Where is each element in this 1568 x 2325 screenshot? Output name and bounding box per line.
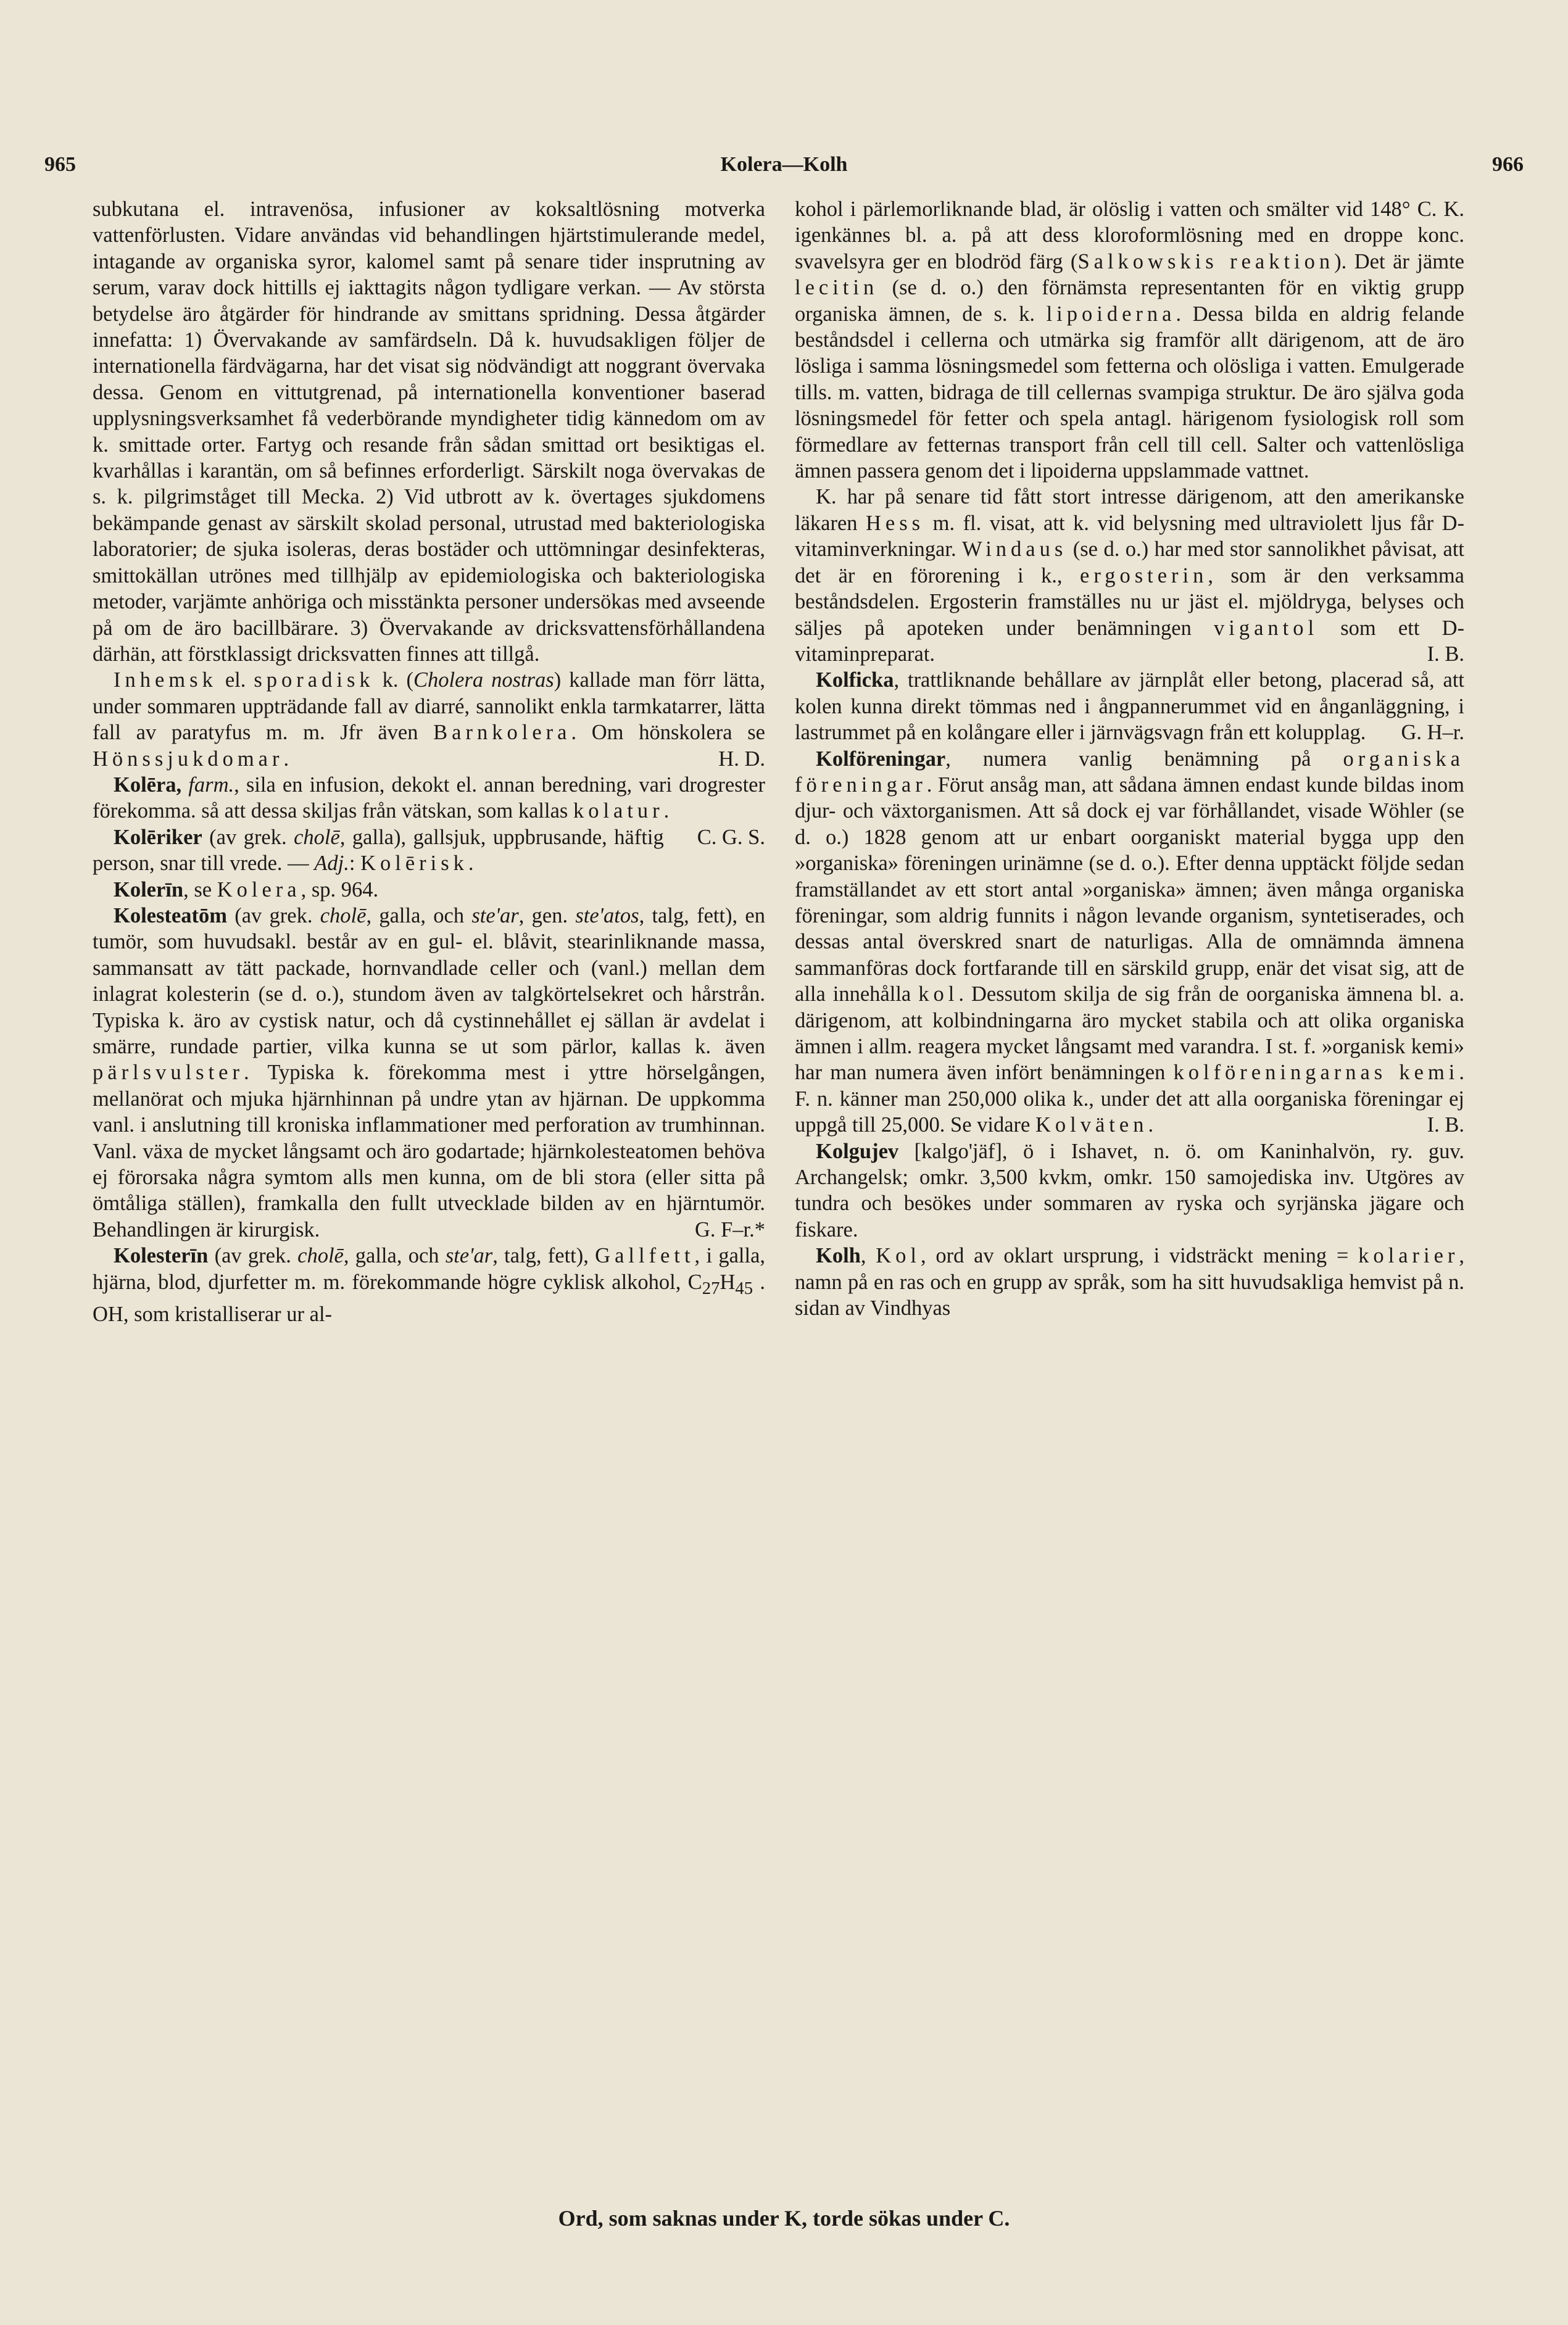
entry-kolerin: Kolerīn, se Kolera, sp. 964. <box>114 877 379 901</box>
entry-kolera-continuation: subkutana el. intravenösa, infusioner av koksaltlösning motverka vattenförlusten. Vidare användas vid behandlingen hjärtstimulerande medel, intagande av organiska syror, kalomel samt på senare tider insprutning av serum, varav dock hittills ej iakttagits någon tydligare verkan. — Av största betydelse äro åtgärder för hindrande av smittans spridning. Dessa åtgärder innefatta: 1) Övervakande av samfärdseln. Då k. huvudsakligen följer de internationella färdvägarna, har det visat sig nödvändigt att noggrant övervaka dessa. Genom en vittutgrenad, på internationella konventioner baserad upplysningsverksamhet få vederbörande myndigheter tidig kännedom om av k. smittade orter. Fartyg och resande från sådan smittad ort besiktigas el. kvarhållas i karantän, om så befinnes erforderligt. Särskilt noga övervakas de s. k. pilgrimståget till Mecka. 2) Vid utbrott av k. övertages sjukdomens bekämpande genast av särskilt skolad personal, utrustad med bakteriologiska laboratorier; de sjuka isoleras, deras bostäder och uttömningar desinfekteras, smittokällan utrönes med tillhjälp av epidemiologiska och bakteriologiska metoder, varjämte anhöriga och misstänkta personer undersökas med avseende på om de äro bacillbärare. 3) Övervakande av dricksvattensförhållandena därhän, att förstklassigt dricksvatten finnes att tillgå. <box>93 197 765 666</box>
page-number-right: 966 <box>1492 153 1524 176</box>
signature: I. B. <box>1427 1113 1464 1137</box>
entry-kolh: Kolh, Kol, ord av oklart ursprung, i vidsträckt mening = kolarier, namn på en ras och en grupp av språk, som ha sitt huvudsakliga hemvist på n. sidan av Vindhyas <box>795 1244 1465 1320</box>
running-header <box>44 153 1524 190</box>
right-column <box>795 196 1464 1321</box>
entry-kolesterin-continuation: kohol i pärlemorliknande blad, är olöslig i vatten och smälter vid 148° C. K. igenkännes bl. a. på att dess kloroformlösning med en droppe konc. svavelsyra ger en blodröd färg (Salkowskis reaktion). Det är jämte lecitin (se d. o.) den förnämsta representanten för en viktig grupp organiska ämnen, de s. k. lipoiderna. Dessa bilda en aldrig felande beståndsdel i cellerna och utmärka sig framför allt därigenom, att de äro lösliga i samma lösningsmedel som fetterna och olösliga i vatten. Emulgerade tills. m. vatten, bidraga de till cellernas svampiga struktur. De äro själva goda lösningsmedel för fetter och spela antagl. härigenom fysiologisk roll som förmedlare av fetternas transport från cell till cell. Salter och vattenlösliga ämnen passera genom det i lipoiderna uppslammade vattnet. <box>795 197 1464 483</box>
entry-kolera-farm: Kolēra, farm., sila en infusion, dekokt el. annan beredning, vari drogrester förekomma. så att dessa skiljas från vätskan, som kallas kolatur. C. G. S. <box>93 772 765 824</box>
left-column <box>93 196 765 1327</box>
signature: C. G. S. <box>697 825 765 849</box>
entry-kolesteatom: Kolesteatōm (av grek. cholē, galla, och ste'ar, gen. ste'atos, talg, fett), en tumör, som huvudsakl. består av en gul- el. blåvit, stearinliknande massa, sammansatt av tätt packade, hornvandlade celler och (vanl.) mellan dem inlagrat kolesterin (se d. o.), stundom även av talgkörtelsekret och hårstrån. Typiska k. äro av cystisk natur, och då cystinnehållet ej sällan är avdelat i smärre, rundade partier, vilka kunna se ut som pärlor, kallas k. även pärlsvulster. Typiska k. förekomma mest i yttre hörselgången, mellanörat och mjuka hjärnhinnan på undre ytan av hjärnan. De uppkomma vanl. i anslutning till kroniska inflammationer med perforation av trumhinnan. Vanl. växa de mycket långsamt och äro godartade; hjärnkolesteatomen behöva ej förorsaka några symtom alls men kunna, om de bli stora (eller sitta på ömtåliga ställen), framkalla den fullt utvecklade bilden av en hjärntumör. Behandlingen är kirurgisk. G. F–r.* <box>93 903 765 1243</box>
entry-kolgujev: Kolgujev [kalgo'jäf], ö i Ishavet, n. ö. om Kaninhalvön, ry. guv. Archangelsk; omkr. 3,500 kvkm, omkr. 150 samojediska inv. Utgöres av tundra och besökes under sommaren av ryska och syrjänska jägare och fiskare. <box>795 1139 1464 1241</box>
signature: I. B. <box>1427 642 1464 666</box>
entry-kolesterin: Kolesterīn (av grek. cholē, galla, och ste'ar, talg, fett), Gallfett, i galla, hjärna, blod, djurfetter m. m. förekommande högre cyklisk alkohol, $C_{27}H_{45}$ . OH, som kristalliserar ur al- <box>93 1244 766 1326</box>
entry-inhemsk-kolera: Inhemsk el. sporadisk k. (Cholera nostras) kallade man förr lätta, under sommaren uppträdande fall av diarré, sannolikt enkla tarmkatarrer, lätta fall av paratyfus m. m. Jfr även Barnkolera. Om hönskolera se Hönssjukdomar. H. D. <box>93 667 765 772</box>
signature: H. D. <box>718 747 765 771</box>
running-title: Kolera—Kolh <box>720 153 848 176</box>
entry-koleriker: Kolēriker (av grek. cholē, galla), gallsjuk, uppbrusande, häftig person, snar till vrede. — Adj.: Kolērisk. <box>93 825 664 876</box>
signature: G. H–r. <box>1401 721 1464 745</box>
entry-kolesterin-vitamin: K. har på senare tid fått stort intresse därigenom, att den amerikanske läkaren Hess m. fl. visat, att k. vid belysning med ultraviolett ljus får D-vitaminverkningar. Windaus (se d. o.) har med stor sannolikhet påvisat, att det är en förorening i k., ergosterin, som är den verksamma beståndsdelen. Ergosterin framställes nu ur jäst el. mjöldryga, belyses och säljes på apoteken under benämningen vigantol som ett D-vitaminpreparat. I. B. <box>795 484 1464 667</box>
entry-kolforeningar: Kolföreningar, numera vanlig benämning på organiska föreningar. Förut ansåg man, att sådana ämnen endast kunde bildas inom djur- och växtorganismen. Att så dock ej var förhållandet, visade Wöhler (se d. o.) 1828 genom att ur enbart oorganiskt material bygga upp den »organiska» föreningen urinämne (se d. o.). Efter denna upptäckt följde sedan framställandet av ett stort antal »organiska» ämnen; även många organiska föreningar, som aldrig funnits i någon levande organism, syntetiserades, och dessas antal överskred snart de naturligas. Alla de omnämnda ämnena sammanföras dock fortfarande till en särskild grupp, enär det visat sig, att de alla innehålla kol. Dessutom skilja de sig från de oorganiska ämnena bl. a. därigenom, att kolbindningarna äro mycket stabila och att olika organiska ämnen i allm. reagera mycket långsamt med varandra. I st. f. »organisk kemi» har man numera även infört benämningen kolföreningarnas kemi. F. n. känner man 250,000 olika k., under det att alla oorganiska föreningar ej uppgå till 25,000. Se vidare Kolväten. I. B. <box>795 746 1464 1138</box>
page-number-left: 965 <box>44 153 76 176</box>
footer-note: Ord, som saknas under K, torde sökas under C. <box>558 2206 1010 2231</box>
entry-kolficka: Kolficka, trattliknande behållare av järnplåt eller betong, placerad så, att kolen kunna direkt tömmas ned i ångpannerummet vid en ånganläggning, i lastrummet på en kolångare eller i järnvägsvagn från ett kolupplag. G. H–r. <box>795 667 1464 745</box>
signature: G. F–r.* <box>694 1217 765 1241</box>
